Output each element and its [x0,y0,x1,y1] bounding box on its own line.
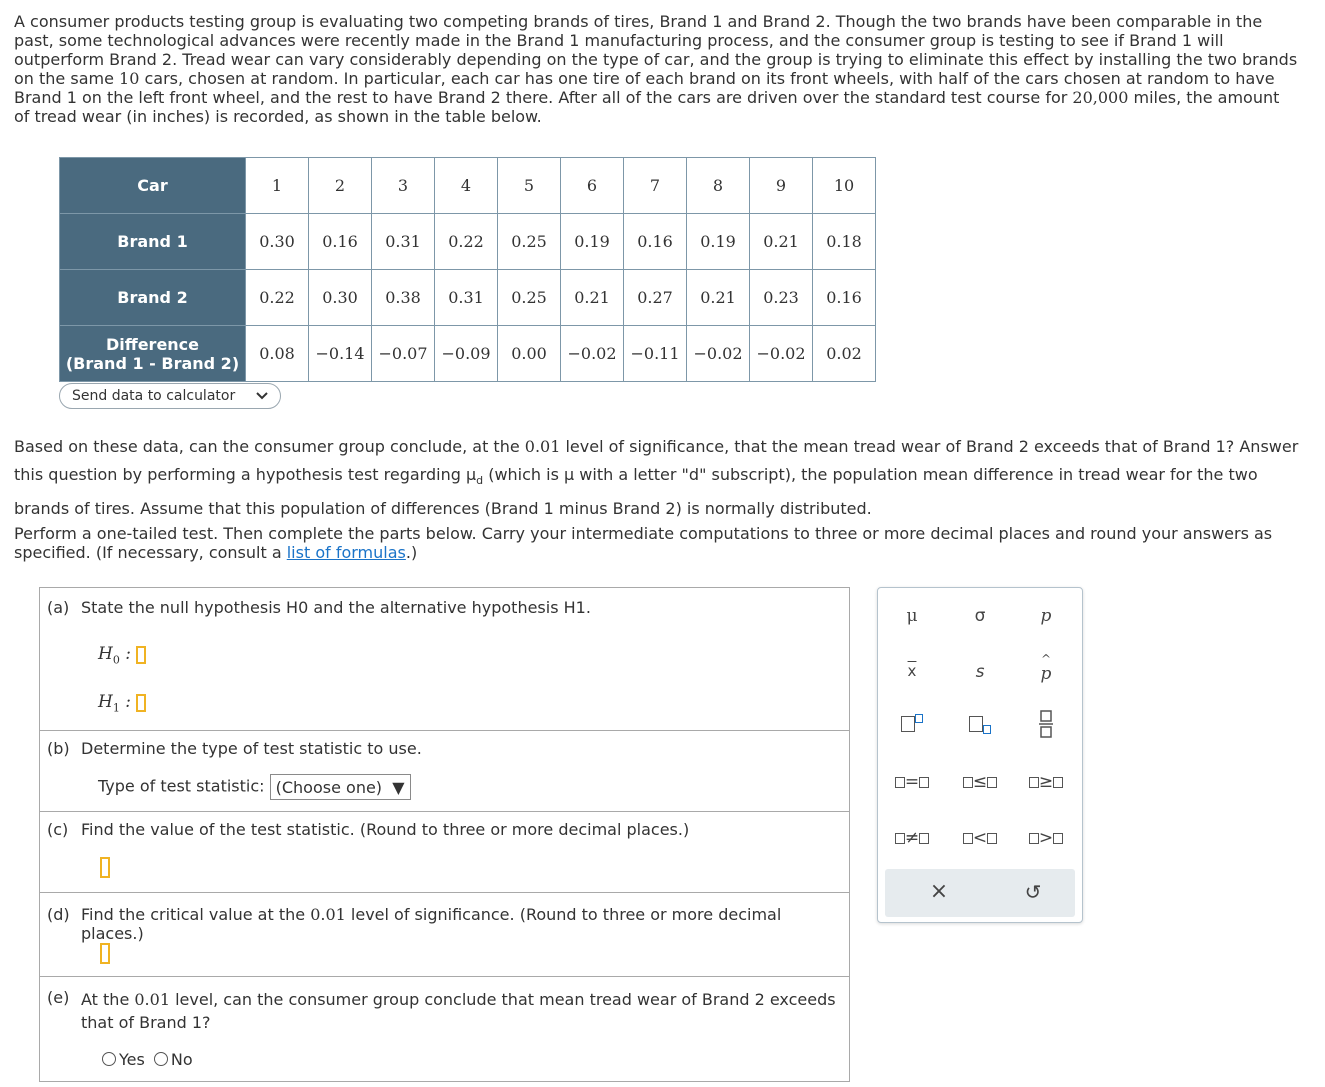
h0-row: $H_0$ : [98,644,146,666]
radio-circle-icon [154,1052,168,1066]
table-row-brand2 [60,270,876,326]
row-header-difference: Difference (Brand 1 - Brand 2) [60,326,246,382]
table-cell: −0.02 [687,326,750,382]
table-cell: 1 [246,158,309,214]
box-icon [1053,777,1063,788]
table-cell: 2 [309,158,372,214]
test-statistic-label: Type of test statistic: [98,776,265,796]
part-e: (e) At the 0.01 level, can the consumer group conclude that mean tread wear of Brand 2 exceeds that of Brand 1? Yes No [47,988,836,1069]
table-cell: 8 [687,158,750,214]
h0-label: $H_0$ [98,644,120,667]
box-icon [963,777,973,788]
sigma-key[interactable]: σ [974,606,986,626]
table-cell: −0.02 [561,326,624,382]
greater-equal-key[interactable]: ≥ [1016,772,1076,792]
yes-no-choices [102,1050,193,1069]
equals-key[interactable]: = [882,772,942,792]
table-cell: 0.08 [246,326,309,382]
table-cell: 9 [750,158,813,214]
greater-than-key[interactable]: > [1016,828,1076,848]
answer-panel [39,587,850,1082]
table-cell: 0.23 [750,270,813,326]
table-cell: 0.21 [561,270,624,326]
small-box-icon [915,714,923,723]
table-cell: 10 [813,158,876,214]
table-cell: 7 [624,158,687,214]
superscript-key[interactable] [882,714,942,734]
box-icon [963,833,973,844]
undo-icon[interactable]: ↺ [1024,880,1042,904]
part-b: (b) Determine the type of test statistic to use. Type of test statistic: (Choose one) ▼ [40,731,849,812]
box-icon [895,777,905,788]
test-statistic-answer-box[interactable] [100,857,110,878]
table-cell: 0.22 [435,214,498,270]
no-radio[interactable]: No [154,1050,193,1069]
h1-label: $H_1$ [98,692,120,715]
table-cell: 0.16 [813,270,876,326]
clear-icon[interactable]: × [929,879,949,904]
symbol-palette [877,587,1083,923]
yes-radio[interactable]: Yes [102,1050,145,1069]
part-a: (a) State the null hypothesis H0 and the alternative hypothesis H1. $H_0$ : $H_1$ : [40,588,849,731]
table-row-difference [60,326,876,382]
table-cell: 0.19 [687,214,750,270]
table-cell: 0.18 [813,214,876,270]
critical-value-answer-box[interactable] [100,943,110,964]
table-cell: 0.21 [750,214,813,270]
less-equal-key[interactable]: ≤ [950,772,1010,792]
table-cell: −0.11 [624,326,687,382]
box-icon [969,716,983,732]
problem-intro: A consumer products testing group is evaluating two competing brands of tires, Brand 1 and Brand 2. Though the two brands have been comparable in the past, some technological advances were recently made in the Brand 1 manufacturing process, and the consumer group is testing to see if Brand 1 will outperform Brand 2. Tread wear can vary considerably depending on the type of car, and the group is trying to eliminate this effect by installing the two brands on the same 10 cars, chosen at random. In particular, each car has one tire of each brand on its front wheels, with half of the cars chosen at random to have Brand 1 on the left front wheel, and the rest to have Brand 2 there. After all of the cars are driven over the standard test course for 20,000 miles, the amount of tread wear (in inches) is recorded, as shown in the table below. [14,12,1298,126]
table-cell: 0.31 [435,270,498,326]
h1-answer-box[interactable] [136,694,146,712]
table-cell: 3 [372,158,435,214]
box-icon [987,833,997,844]
box-icon [919,777,929,788]
table-cell: 0.25 [498,270,561,326]
table-cell: −0.02 [750,326,813,382]
radio-circle-icon [102,1052,116,1066]
table-cell: 5 [498,158,561,214]
small-box-icon [983,725,991,734]
instructions-text: Perform a one-tailed test. Then complete the parts below. Carry your intermediate computations to three or more decimal places and round your answers as specified. (If necessary, consult a list of formulas.) [14,524,1273,562]
box-icon [1029,833,1039,844]
fraction-key[interactable] [1016,710,1076,743]
table-cell: 6 [561,158,624,214]
p-key[interactable]: p [1040,606,1052,626]
p-hat-key[interactable]: ^ p [1040,652,1052,684]
box-icon [1053,833,1063,844]
question-text: Based on these data, can the consumer group conclude, at the 0.01 level of significance, that the mean tread wear of Brand 2 exceeds that of Brand 1? Answer this question by performing a hypothesis test regarding $\mu_d$ (which is μ with a letter "d" subscript), the population mean difference in tread wear for the two brands of tires. Assume that this population of differences (Brand 1 minus Brand 2) is normally distributed. [14,437,1299,519]
h1-row: $H_1$ : [98,692,146,714]
table-cell: 0.16 [624,214,687,270]
table-cell: −0.09 [435,326,498,382]
mu-d-symbol: $\mu_d$ [465,465,484,488]
box-icon [987,777,997,788]
chevron-down-icon [256,384,268,416]
table-cell: −0.14 [309,326,372,382]
h0-answer-box[interactable] [136,646,146,664]
table-cell: 0.22 [246,270,309,326]
palette-action-bar [885,869,1075,917]
not-equal-key[interactable]: ≠ [882,828,942,848]
row-header-brand1: Brand 1 [60,214,246,270]
table-cell: 0.38 [372,270,435,326]
table-row-car [60,158,876,214]
box-icon [1029,777,1039,788]
part-d: (d) Find the critical value at the 0.01 level of significance. (Round to three or more decimal places.) [40,893,849,977]
fraction-icon [1038,710,1054,738]
table-cell: 0.19 [561,214,624,270]
table-cell: 0.30 [246,214,309,270]
part-c: (c) Find the value of the test statistic. (Round to three or more decimal places.) [40,812,849,893]
box-icon [901,716,915,732]
table-cell: 4 [435,158,498,214]
box-icon [895,833,905,844]
table-cell: 0.31 [372,214,435,270]
table-cell: 0.25 [498,214,561,270]
box-icon [919,833,929,844]
table-cell: 0.30 [309,270,372,326]
x-bar-key[interactable]: $\overline{x}$ [907,662,917,680]
table-row-brand1 [60,214,876,270]
send-data-label: Send data to calculator [72,388,236,404]
mu-key[interactable]: μ [906,606,918,626]
test-statistic-row [98,774,411,800]
s-key[interactable]: s [975,662,985,682]
table-cell: 0.16 [309,214,372,270]
test-statistic-select[interactable]: (Choose one) ▼ [270,774,411,800]
send-data-to-calculator-button[interactable] [59,383,281,409]
table-cell: 0.27 [624,270,687,326]
list-of-formulas-link[interactable]: list of formulas [286,543,406,562]
table-cell: 0.21 [687,270,750,326]
table-cell: −0.07 [372,326,435,382]
less-than-key[interactable]: < [950,828,1010,848]
subscript-key[interactable] [950,714,1010,734]
row-header-brand2: Brand 2 [60,270,246,326]
table-cell: 0.00 [498,326,561,382]
row-header-car: Car [60,158,246,214]
table-cell: 0.02 [813,326,876,382]
tread-wear-table [59,157,876,382]
